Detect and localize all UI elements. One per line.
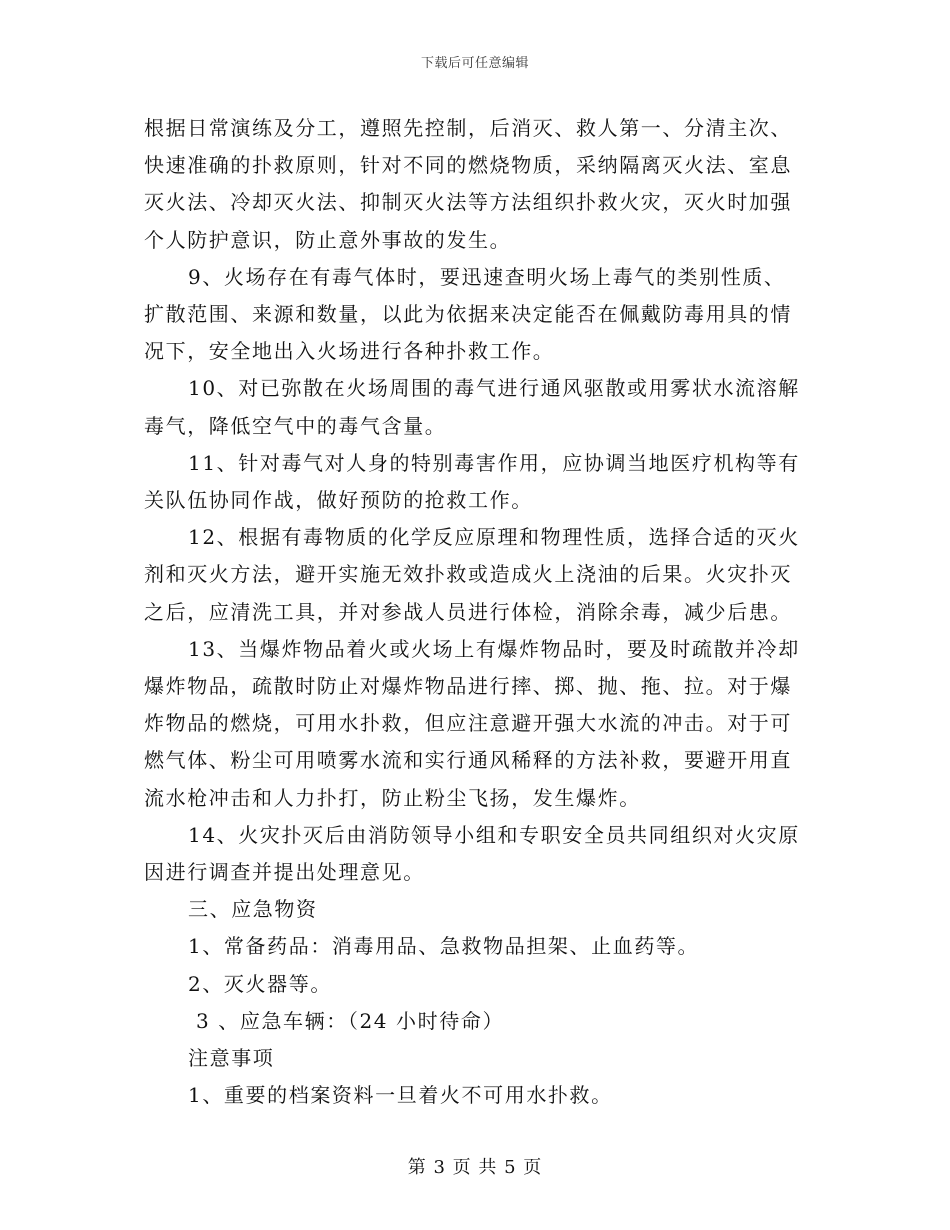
paragraph-item-14: 14、火灾扑灭后由消防领导小组和专职安全员共同组织对火灾原因进行调查并提出处理意见。 [144, 822, 800, 885]
paragraph-item-9: 9、火场存在有毒气体时，要迅速查明火场上毒气的类别性质、扩散范围、来源和数量，以此为依据来决定能否在佩戴防毒用具的情况下，安全地出入火场进行各种扑救工作。 [144, 264, 792, 364]
supplies-item-2: 2、灭火器等。 [188, 971, 332, 996]
paragraph-item-13: 13、当爆炸物品着火或火场上有爆炸物品时，要及时疏散并冷却爆炸物品，疏散时防止对爆炸物品进行摔、掷、抛、拖、拉。对于爆炸物品的燃烧，可用水扑救，但应注意避开强大水流的冲击。对于可燃气体、粉尘可用喷雾水流和实行通风稀释的方法补救，要避开用直流水枪冲击和人力扑打，防止粉尘飞扬，发生爆炸。 [144, 636, 800, 810]
document-body [144, 110, 806, 1114]
paragraph-continued: 根据日常演练及分工，遵照先控制，后消灭、救人第一、分清主次、快速准确的扑救原则，针对不同的燃烧物质，采纳隔离灭火法、室息灭火法、冷却灭火法、抑制灭火法等方法组织扑救火灾，灭火时加强个人防护意识，防止意外事故的发生。 [144, 116, 792, 252]
paragraph-item-12: 12、根据有毒物质的化学反应原理和物理性质，选择合适的灭火剂和灭火方法，避开实施无效扑救或造成火上浇油的后果。火灾扑灭之后，应清洗工具，并对参战人员进行体检，消除余毒，减少后患。 [144, 525, 800, 624]
page-header: 下载后可任意编辑 [420, 56, 529, 71]
section-heading-notes: 注意事项 [188, 1046, 275, 1071]
page-number-footer: 第 3 页 共 5 页 [407, 1157, 543, 1178]
paragraph-item-10: 10、对已弥散在火场周围的毒气进行通风驱散或用雾状水流溶解毒气，降低空气中的毒气含量。 [144, 376, 800, 438]
supplies-item-3: 3 、应急车辆：（24 小时待命） [188, 1008, 505, 1033]
section-heading-emergency-supplies: 三、应急物资 [188, 897, 318, 922]
notes-item-1: 1、重要的档案资料一旦着火不可用水扑救。 [188, 1083, 613, 1108]
supplies-item-1: 1、常备药品：消毒用品、急救物品担架、止血药等。 [188, 934, 700, 959]
paragraph-item-11: 11、针对毒气对人身的特别毒害作用，应协调当地医疗机构等有关队伍协同作战，做好预防的抢救工作。 [144, 450, 800, 513]
